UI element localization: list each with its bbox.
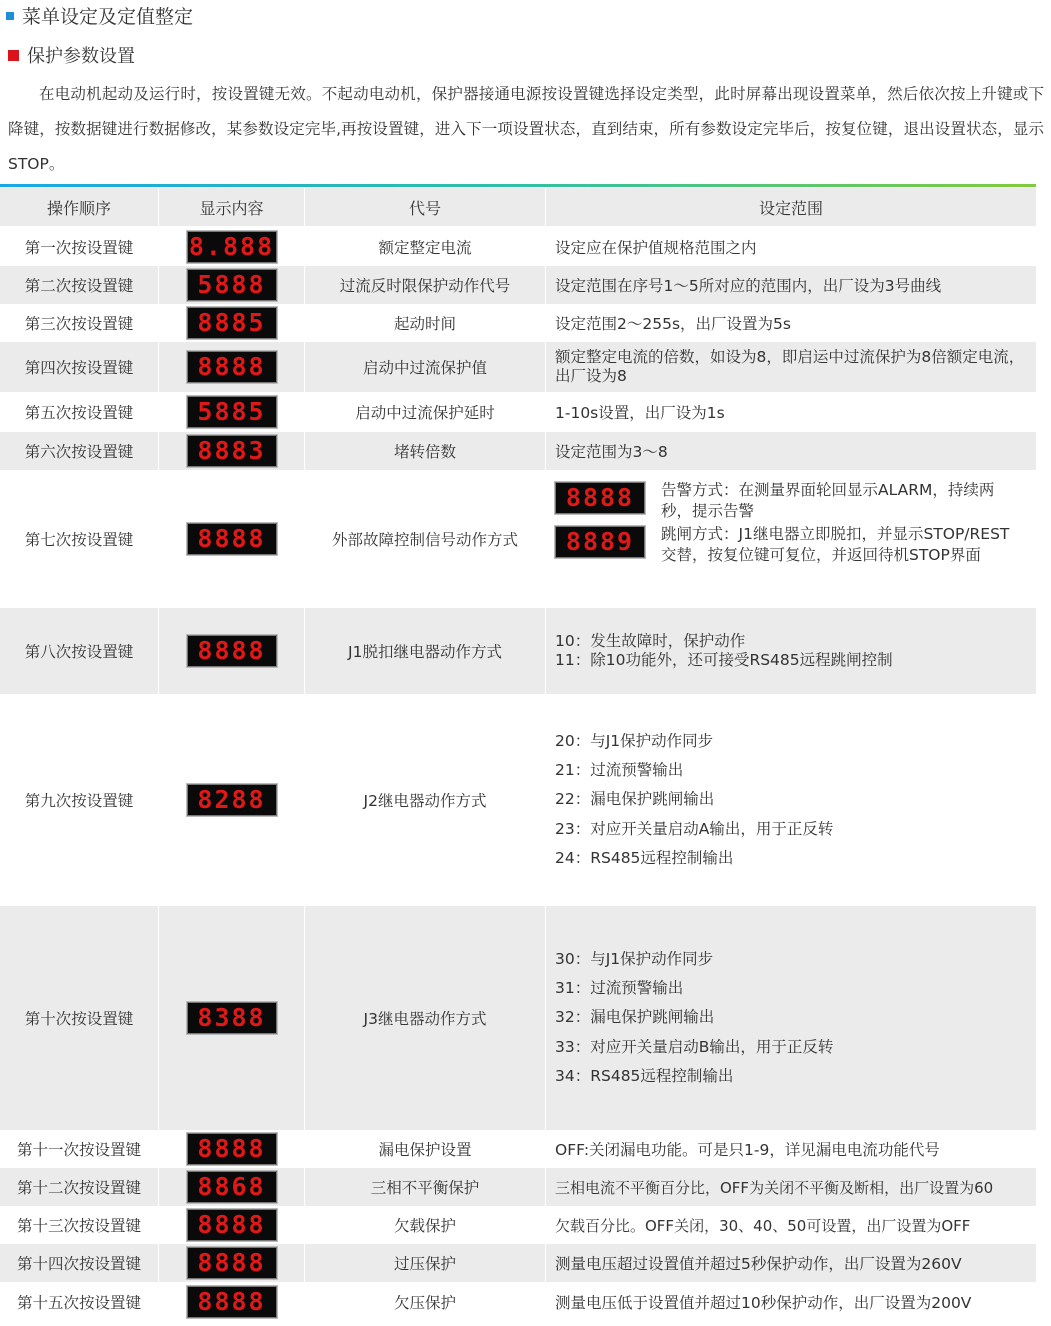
led-display: 8888: [187, 351, 277, 383]
range-cell: 设定范围2～255s，出厂设置为5s: [555, 315, 791, 333]
range-cell: [546, 906, 1036, 1130]
code-cell: J1脱扣继电器动作方式: [305, 608, 546, 694]
display-cell: [159, 906, 305, 1130]
step-cell: 第十次按设置键: [0, 906, 159, 1130]
led-display: 8888: [187, 1209, 277, 1241]
display-cell: [159, 228, 305, 266]
code-cell: 外部故障控制信号动作方式: [305, 470, 546, 608]
code-cell: 过流反时限保护动作代号: [305, 266, 546, 304]
header-range: 设定范围: [758, 198, 823, 218]
led-display: 8888: [187, 523, 277, 555]
table-row: [0, 342, 1036, 392]
header-step: 操作顺序: [0, 188, 159, 226]
table-row: [0, 1244, 1036, 1282]
range-cell: 测量电压超过设置值并超过5秒保护动作，出厂设置为260V: [555, 1255, 962, 1273]
range-line: 20：与J1保护动作同步: [555, 731, 714, 750]
code-cell: 三相不平衡保护: [305, 1168, 546, 1206]
display-cell: [159, 1130, 305, 1168]
code-cell: 堵转倍数: [305, 432, 546, 470]
range-cell: 欠载百分比。OFF关闭，30、40、50可设置，出厂设置为OFF: [555, 1216, 971, 1235]
led-display: 8888: [187, 635, 277, 667]
table-row: [0, 1206, 1036, 1244]
step-cell: 第三次按设置键: [0, 304, 159, 342]
step-cell: 第五次按设置键: [0, 392, 159, 432]
section-heading-text: 菜单设定及定值整定: [22, 6, 194, 28]
display-cell: [159, 694, 305, 906]
subsection-heading-text: 保护参数设置: [27, 46, 135, 67]
range-cell: 设定范围为3～8: [555, 443, 668, 461]
led-display: 8888: [187, 1133, 277, 1165]
display-cell: [159, 392, 305, 432]
code-cell: 过压保护: [305, 1244, 546, 1282]
led-display: 8885: [187, 307, 277, 339]
option-label: 告警方式：: [661, 481, 739, 499]
code-cell: 启动中过流保护值: [305, 342, 546, 392]
step-cell: 第二次按设置键: [0, 266, 159, 304]
code-cell: 欠压保护: [305, 1282, 546, 1322]
led-display: 8883: [187, 435, 277, 467]
led-display: 8388: [187, 1002, 277, 1034]
step-cell: 第十五次按设置键: [0, 1282, 159, 1322]
display-cell: [159, 342, 305, 392]
display-cell: [159, 1206, 305, 1244]
code-cell: 漏电保护设置: [305, 1130, 546, 1168]
range-line: 10：发生故障时，保护动作: [555, 632, 746, 650]
table-row: [0, 228, 1036, 266]
step-cell: 第七次按设置键: [0, 470, 159, 608]
table-row: [0, 266, 1036, 304]
option-label: 跳闸方式：: [661, 525, 739, 543]
table-row: [0, 432, 1036, 470]
table-row: [0, 1130, 1036, 1168]
gradient-divider: [0, 184, 1036, 187]
led-display: 8888: [187, 1286, 277, 1318]
code-cell: J2继电器动作方式: [305, 694, 546, 906]
table-row: [0, 392, 1036, 432]
display-cell: [159, 304, 305, 342]
code-cell: 欠载保护: [305, 1206, 546, 1244]
trip-mode-option: [555, 524, 1030, 566]
header-code: 代号: [305, 188, 546, 226]
display-cell: [159, 1168, 305, 1206]
led-display: 5885: [187, 396, 277, 428]
step-cell: 第八次按设置键: [0, 608, 159, 694]
range-cell: [546, 694, 1036, 906]
range-cell: 设定范围在序号1～5所对应的范围内，出厂设为3号曲线: [555, 277, 942, 295]
blue-square-icon: [6, 12, 14, 20]
range-cell: 1-10s设置，出厂设为1s: [555, 404, 725, 422]
range-line: 34：RS485远程控制输出: [555, 1066, 734, 1085]
led-display: 8288: [187, 784, 277, 816]
step-cell: 第九次按设置键: [0, 694, 159, 906]
step-cell: 第十一次按设置键: [0, 1130, 159, 1168]
range-cell: [546, 470, 1036, 608]
step-cell: 第十四次按设置键: [0, 1244, 159, 1282]
step-cell: 第四次按设置键: [0, 342, 159, 392]
table-row: [0, 608, 1036, 694]
display-cell: [159, 432, 305, 470]
step-cell: 第一次按设置键: [0, 228, 159, 266]
range-cell: 设定应在保护值规格范围之内: [555, 239, 757, 257]
range-line: 21：过流预警输出: [555, 761, 684, 780]
led-display: 8868: [187, 1171, 277, 1203]
table-row: [0, 304, 1036, 342]
option-text: J1继电器立即脱扣，并显示STOP/REST交替，按复位键可复位，并返回待机STOP界面: [661, 525, 1010, 564]
step-cell: 第六次按设置键: [0, 432, 159, 470]
range-line: 33：对应开关量启动B输出，用于正反转: [555, 1037, 834, 1056]
range-line: 32：漏电保护跳闸输出: [555, 1008, 715, 1027]
display-cell: [159, 608, 305, 694]
range-cell: 额定整定电流的倍数，如设为8，即启运中过流保护为8倍额定电流，出厂设为8: [555, 348, 1025, 385]
range-line: 11：除10功能外，还可接受RS485远程跳闸控制: [555, 651, 893, 669]
table-header: [0, 188, 1036, 226]
code-cell: 额定整定电流: [305, 228, 546, 266]
display-cell: [159, 470, 305, 608]
led-display: 8889: [555, 526, 645, 558]
subsection-heading: [8, 42, 135, 68]
range-line: 23：对应开关量启动A输出，用于正反转: [555, 819, 834, 838]
table-row: [0, 1282, 1036, 1322]
display-cell: [159, 1282, 305, 1322]
table-row: [0, 694, 1036, 906]
code-cell: 启动中过流保护延时: [305, 392, 546, 432]
led-display: 8.888: [187, 231, 277, 263]
intro-paragraph: 在电动机起动及运行时，按设置键无效。不起动电动机，保护器接通电源按设置键选择设定类型，此时屏幕出现设置菜单，然后依次按上升键或下降键，按数据键进行数据修改，某参数设定完毕,再按设置键，进入下一项设置状态，直到结束，所有参数设定完毕后，按复位键，退出设置状态，显示STOP。: [8, 85, 1044, 173]
header-display: 显示内容: [159, 188, 305, 226]
range-cell: [546, 608, 1036, 694]
display-cell: [159, 1244, 305, 1282]
range-cell: 三相电流不平衡百分比，OFF为关闭不平衡及断相，出厂设置为60: [555, 1178, 994, 1197]
step-cell: 第十二次按设置键: [0, 1168, 159, 1206]
table-row: [0, 906, 1036, 1130]
led-display: 8888: [555, 482, 645, 514]
display-cell: [159, 266, 305, 304]
range-line: 31：过流预警输出: [555, 979, 684, 998]
range-line: 22：漏电保护跳闸输出: [555, 790, 715, 809]
led-display: 8888: [187, 1247, 277, 1279]
alarm-mode-option: [555, 480, 1030, 522]
range-cell: OFF:关闭漏电功能。可是只1-9，详见漏电电流功能代号: [555, 1141, 940, 1159]
table-row: [0, 470, 1036, 608]
range-cell: 测量电压低于设置值并超过10秒保护动作，出厂设置为200V: [555, 1294, 972, 1312]
table-row: [0, 1168, 1036, 1206]
range-line: 24：RS485远程控制输出: [555, 848, 734, 867]
section-heading: [6, 2, 193, 29]
range-line: 30：与J1保护动作同步: [555, 949, 714, 968]
led-display: 5888: [187, 269, 277, 301]
code-cell: J3继电器动作方式: [305, 906, 546, 1130]
option-text: 在测量界面轮回显示ALARM，持续两秒，提示告警: [661, 481, 995, 520]
step-cell: 第十三次按设置键: [0, 1206, 159, 1244]
red-square-icon: [8, 50, 19, 61]
code-cell: 起动时间: [305, 304, 546, 342]
